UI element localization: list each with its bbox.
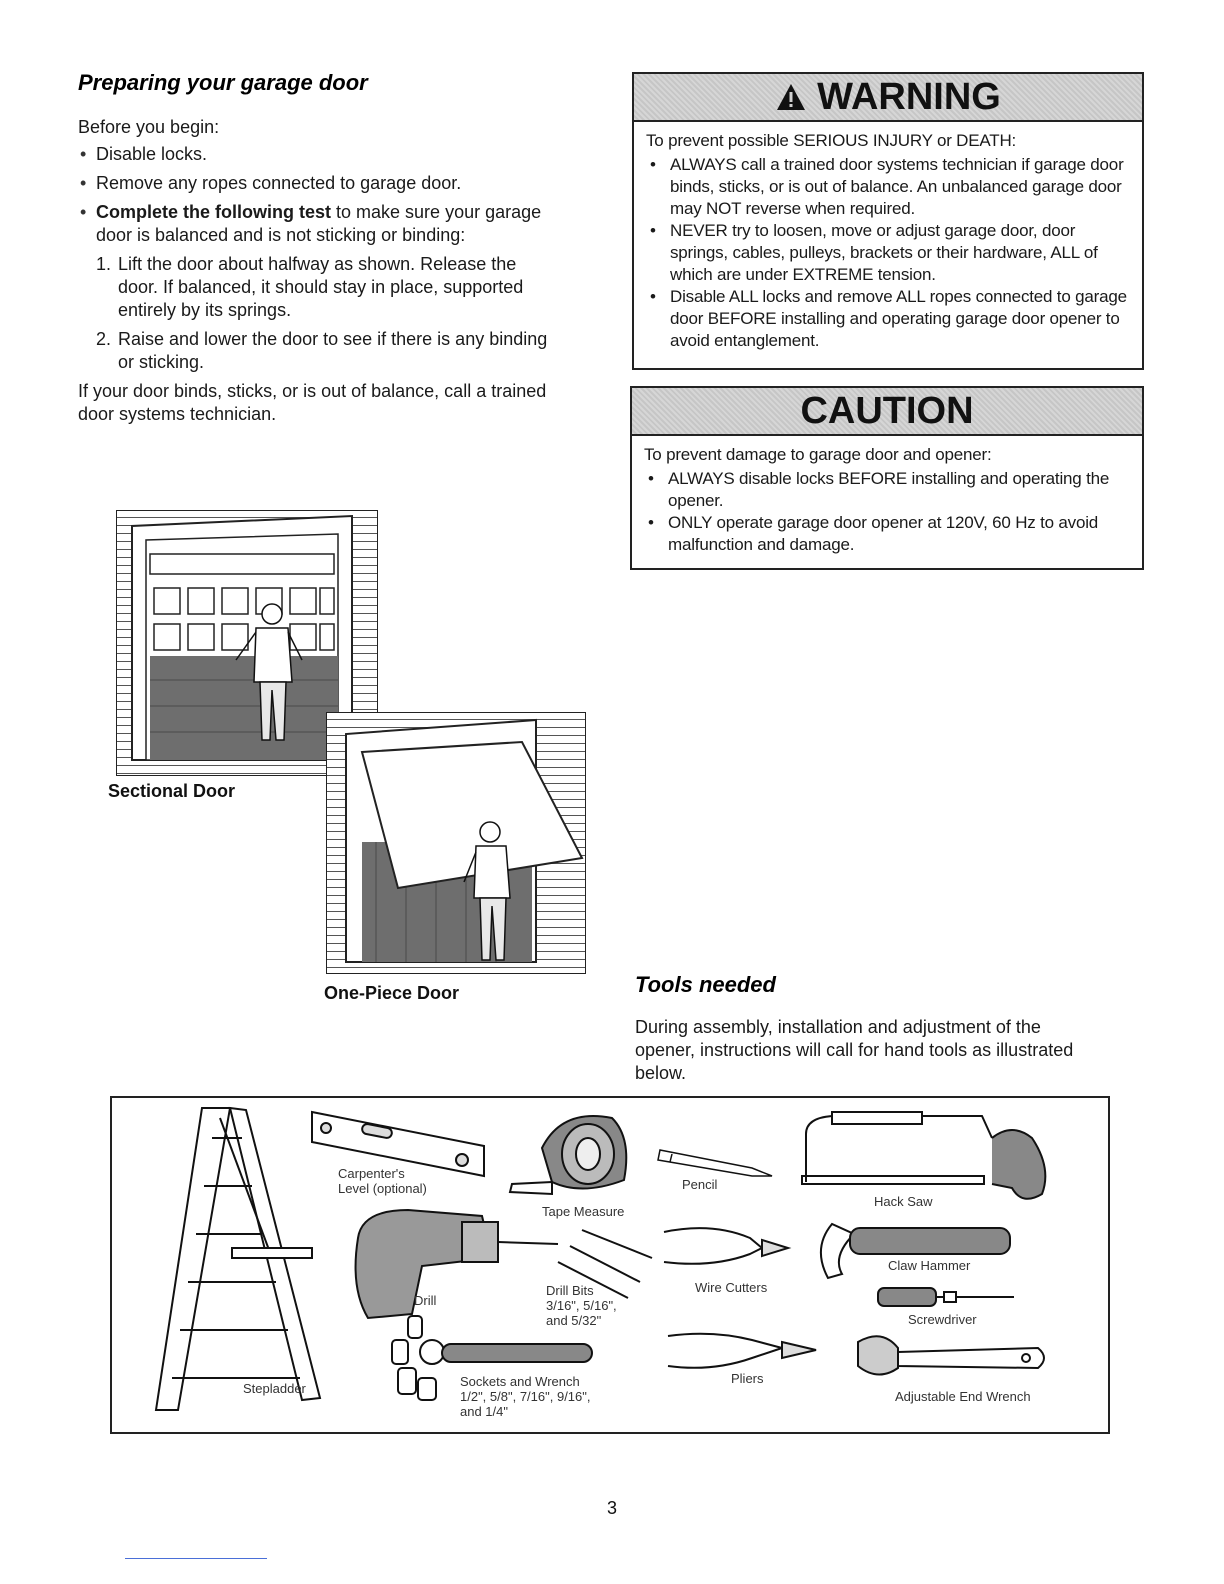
- caution-item: • ONLY operate garage door opener at 120V, 60 Hz to avoid malfunction and damage.: [644, 512, 1130, 556]
- bullet-balance-test: [78, 201, 548, 247]
- step-1-number: 1.: [96, 254, 112, 274]
- bullet-disable-locks: • Disable locks.: [78, 143, 548, 166]
- bullet-balance-test-bold: Complete the following test: [96, 202, 332, 222]
- label-sockets-line2: 1/2", 5/8", 7/16", 9/16",: [460, 1389, 591, 1404]
- caution-intro: To prevent damage to garage door and opener:: [644, 445, 992, 464]
- section-heading-preparing: Preparing your garage door: [78, 70, 368, 95]
- warning-body: [634, 122, 1142, 360]
- warning-item: • NEVER try to loosen, move or adjust garage door, door springs, cables, pulleys, brackets or their hardware, ALL of which are under EXTREME tension.: [646, 220, 1130, 286]
- label-carpenters-level-line1: Carpenter's: [338, 1166, 405, 1181]
- label-sockets-line3: and 1/4": [460, 1404, 508, 1419]
- bullet-remove-ropes: • Remove any ropes connected to garage door.: [78, 172, 548, 195]
- label-sockets-line1: Sockets and Wrench: [460, 1374, 580, 1389]
- page-number: 3: [606, 1498, 617, 1518]
- label-drill: Drill: [414, 1293, 437, 1308]
- tape-measure-icon: [510, 1116, 626, 1194]
- label-screwdriver: Screwdriver: [908, 1312, 977, 1327]
- label-adjustable-end-wrench: Adjustable End Wrench: [895, 1389, 1031, 1404]
- step-2-text: Raise and lower the door to see if there is any binding or sticking.: [118, 329, 548, 372]
- footer-rule: [125, 1558, 267, 1559]
- step-1-text: Lift the door about halfway as shown. Release the door. If balanced, it should stay in place, supported entirely by its springs.: [118, 254, 524, 320]
- warning-item: • Disable ALL locks and remove ALL ropes connected to garage door BEFORE installing and operating garage door opener to avoid entanglement.: [646, 286, 1130, 352]
- warning-intro: To prevent possible SERIOUS INJURY or DEATH:: [646, 131, 1017, 150]
- preparing-body: [78, 116, 548, 426]
- preparing-bullets: [78, 143, 548, 247]
- label-drill-bits-line2: 3/16", 5/16",: [546, 1298, 617, 1313]
- screwdriver-icon: [878, 1288, 1014, 1306]
- caution-body: [632, 436, 1142, 564]
- label-hack-saw: Hack Saw: [874, 1194, 933, 1209]
- caption-sectional-door: Sectional Door: [108, 781, 236, 801]
- one-piece-door-illustration: [326, 712, 586, 974]
- drill-icon: [356, 1210, 558, 1318]
- bullet-balance-test-rest: to make sure your garage door is balanced and is not sticking or binding:: [96, 202, 542, 245]
- label-wire-cutters: Wire Cutters: [695, 1280, 768, 1295]
- step-1: [96, 253, 548, 322]
- hack-saw-icon: [802, 1112, 1045, 1199]
- warning-list: [646, 154, 1130, 352]
- warning-triangle-icon: [775, 82, 807, 112]
- wire-cutters-icon: [664, 1228, 788, 1264]
- label-drill-bits: [546, 1283, 617, 1328]
- warning-item: • ALWAYS call a trained door systems technician if garage door binds, sticks, or is out of balance. An unbalanced garage door may NOT reverse when required.: [646, 154, 1130, 220]
- test-steps: [96, 253, 548, 374]
- adjustable-wrench-icon: [858, 1336, 1044, 1374]
- label-claw-hammer: Claw Hammer: [888, 1258, 971, 1273]
- pencil-icon: [658, 1150, 772, 1176]
- label-pliers: Pliers: [731, 1371, 764, 1386]
- caution-title: CAUTION: [800, 389, 974, 432]
- stepladder-icon: [156, 1108, 320, 1410]
- caution-item: • ALWAYS disable locks BEFORE installing and operating the opener.: [644, 468, 1130, 512]
- label-drill-bits-line1: Drill Bits: [546, 1283, 594, 1298]
- warning-header: [634, 74, 1142, 122]
- tools-intro: During assembly, installation and adjustment of the opener, instructions will call for hand tools as illustrated below.: [635, 1017, 1074, 1083]
- step-2-number: 2.: [96, 329, 112, 349]
- warning-title: WARNING: [817, 75, 1001, 118]
- label-carpenters-level-line2: Level (optional): [338, 1181, 427, 1196]
- label-sockets-and-wrench: [460, 1374, 591, 1419]
- caution-box: [630, 386, 1144, 570]
- label-tape-measure: Tape Measure: [542, 1204, 625, 1219]
- section-heading-tools: Tools needed: [635, 972, 776, 997]
- tools-section: [635, 972, 1105, 1085]
- label-drill-bits-line3: and 5/32": [546, 1313, 602, 1328]
- caption-one-piece-door: One-Piece Door: [324, 983, 460, 1003]
- label-carpenters-level: [338, 1166, 427, 1196]
- label-pencil: Pencil: [682, 1177, 718, 1192]
- caution-header: [632, 388, 1142, 436]
- intro-text: Before you begin:: [78, 117, 220, 137]
- pliers-icon: [668, 1334, 816, 1368]
- step-2: [96, 328, 548, 374]
- label-stepladder: Stepladder: [243, 1381, 306, 1396]
- warning-box: [632, 72, 1144, 370]
- closing-text: If your door binds, sticks, or is out of balance, call a trained door systems technician.: [78, 381, 547, 424]
- preparing-section: [78, 70, 548, 426]
- caution-list: [644, 468, 1130, 556]
